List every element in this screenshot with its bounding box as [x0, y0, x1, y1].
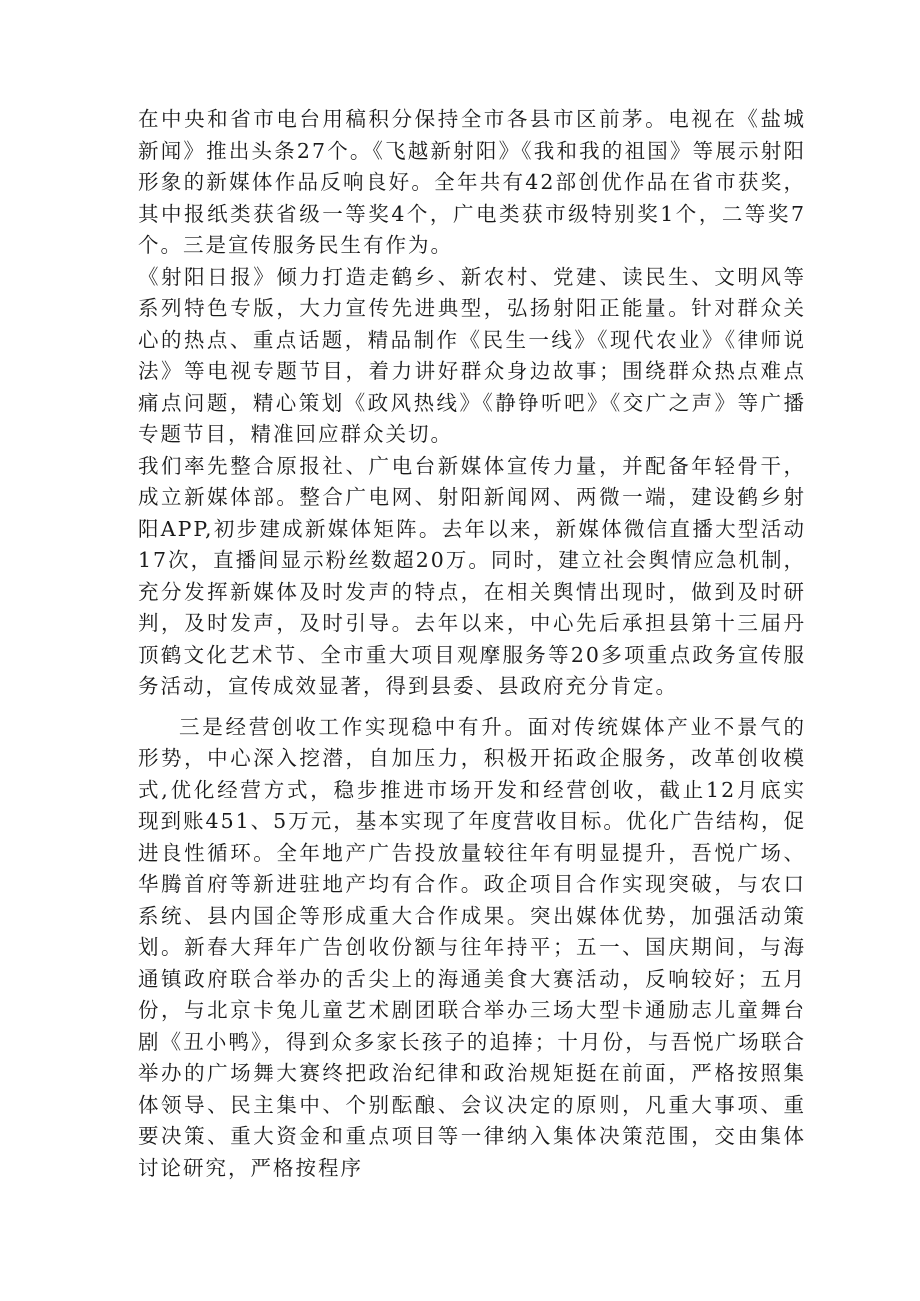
paragraph-4: 三是经营创收工作实现稳中有升。面对传统媒体产业不景气的形势，中心深入挖潜，自加压力，积极开拓政企服务，改革创收模式,优化经营方式，稳步推进市场开发和经营创收，截止12月底实现到账451、5万元，基本实现了年度营收目标。优化广告结构，促进良性循环。全年地产广告投放量较往年有明显提升，吾悦广场、华腾首府等新进驻地产均有合作。政企项目合作实现突破，与农口系统、县内国企等形成重大合作成果。突出媒体优势，加强活动策划。新春大拜年广告创收份额与往年持平；五一、国庆期间，与海通镇政府联合举办的舌尖上的海通美食大赛活动，反响较好；五月份，与北京卡兔儿童艺术剧团联合举办三场大型卡通励志儿童舞台剧《丑小鸭》，得到众多家长孩子的追捧；十月份，与吾悦广场联合举办的广场舞大赛终把政治纪律和政治规矩挺在前面，严格按照集体领导、民主集中、个别酝酿、会议决定的原则，凡重大事项、重要决策、重大资金和重点项目等一律纳入集体决策范围，交由集体讨论研究，严格按程序: [138, 714, 806, 1180]
paragraph-gap: [138, 703, 806, 712]
paragraph-1: 在中央和省市电台用稿积分保持全市各县市区前茅。电视在《盐城新闻》推出头条27个。《飞越新射阳》《我和我的祖国》等展示射阳形象的新媒体作品反响良好。全年共有42部创优作品在省市获奖，其中报纸类获省级一等奖4个，广电类获市级特别奖1个，二等奖7个。三是宣传服务民生有作为。: [138, 107, 806, 257]
document-body: [138, 104, 806, 1184]
paragraph-2: 《射阳日报》倾力打造走鹤乡、新农村、党建、读民生、文明风等系列特色专版，大力宣传先进典型，弘扬射阳正能量。针对群众关心的热点、重点话题，精品制作《民生一线》《现代农业》《律师说法》等电视专题节目，着力讲好群众身边故事；围绕群众热点难点痛点问题，精心策划《政风热线》《静铮听吧》《交广之声》等广播专题节目，精准回应群众关切。: [138, 264, 806, 446]
paragraph-3: 我们率先整合原报社、广电台新媒体宣传力量，并配备年轻骨干，成立新媒体部。整合广电网、射阳新闻网、两微一端，建设鹤乡射阳APP,初步建成新媒体矩阵。去年以来，新媒体微信直播大型活动17次，直播间显示粉丝数超20万。同时，建立社会舆情应急机制，充分发挥新媒体及时发声的特点，在相关舆情出现时，做到及时研判，及时发声，及时引导。去年以来，中心先后承担县第十三届丹顶鹤文化艺术节、全市重大项目观摩服务等20多项重点政务宣传服务活动，宣传成效显著，得到县委、县政府充分肯定。: [138, 453, 806, 698]
